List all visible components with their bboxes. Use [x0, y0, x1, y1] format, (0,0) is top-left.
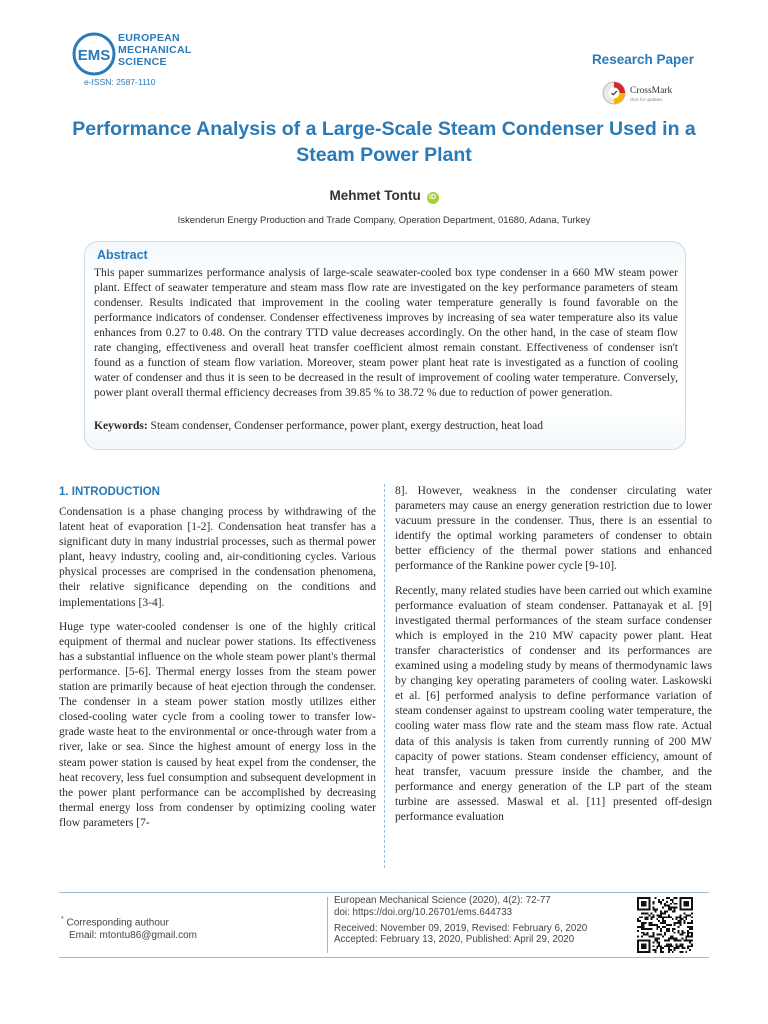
orcid-icon[interactable]: iD	[427, 192, 439, 204]
paper-type-label: Research Paper	[591, 52, 694, 67]
crossmark-icon	[602, 81, 626, 105]
corresponding-mark: *	[61, 916, 64, 923]
ems-logo-icon	[72, 32, 116, 76]
footer-divider	[327, 897, 328, 953]
body-paragraph: Huge type water-cooled condenser is one of the highly critical equipment of thermal and nuclear power stations. Its effectiveness has a substantial influence on the whole steam power plant's thermal performance. [5-6]. Thermal energy losses from the steam power station are primarily because of heat ejection through the condenser. The condenser in a steam power station mostly utilizes either closed-cooling water cycle from a cooling tower to transfer low-grade waste heat to the environmental or once-through water from a river, lake or sea. Since the highest amount of energy loss in the steam power station is caused by heat expel from the condenser, the heat recovery, less fuel consumption and subsequent development in the power plant performance can be accomplished by decreasing thermal energy loss from condenser by optimizing cooling water flow parameters [7-	[59, 620, 376, 829]
body-paragraph: Recently, many related studies have been carried out which examine performance evaluation of steam condenser. Pattanayak et al. [9] investigated thermal performances of the steam surface condenser which is employed in the 210 MW capacity power plant. Heat transfer characteristics of condenser and its performances are examined using a modeling study by means of thermodynamic laws by changing key operating parameters of cooling water. Laskowski et al. [6] performed analysis to define performance variation of steam condenser against to upstream cooling water temperature, the cooling water mass flow rate and the steam mass flow rate. Actual data of this analysis is taken from currently running of 200 MW capacity of power stations. Steam condenser efficiency, amount of heat transfer, vacuum pressure inside the chamber, and the performance and energy generation of the LP part of the steam turbine are assessed. Maswal et al. [11] presented off-design performance evaluation	[395, 584, 712, 823]
footer	[59, 892, 709, 958]
keywords-label: Keywords:	[94, 420, 148, 432]
citation-text: European Mechanical Science (2020), 4(2): 72-77	[334, 895, 551, 906]
corresponding-label: Corresponding authour	[66, 917, 169, 929]
journal-name-line: MECHANICAL	[118, 44, 192, 56]
left-column	[59, 484, 376, 840]
corresponding-label-line	[61, 913, 197, 929]
citation-block	[334, 895, 624, 946]
body-paragraph: 8]. However, weakness in the condenser circulating water parameters may cause an energy generation restriction due to lower vacuum pressure in the condenser. Thus, there is an essential to identify the optimal working parameters of condenser to obtain better efficiency of the thermal power stations and enhanced performance of the Rankine power cycle [9-10].	[395, 485, 712, 573]
abstract-heading: Abstract	[97, 248, 148, 262]
corresponding-author	[61, 913, 197, 942]
section-heading: 1. INTRODUCTION	[59, 486, 160, 498]
paper-title: Performance Analysis of a Large-Scale Steam Condenser Used in a Steam Power Plant	[72, 118, 696, 166]
received-dates: Received: November 09, 2019, Revised: February 6, 2020	[334, 922, 588, 934]
author-line	[0, 188, 768, 204]
abstract-box	[84, 241, 686, 450]
keywords-line	[94, 419, 678, 434]
body-paragraph: Condensation is a phase changing process by withdrawing of the latent heat of evaporation [1-2]. Condensation heat transfer has a significant duty in many industrial processes, such as thermal power plant, heavy industry, cooling and, air-conditioning cycles. Various physical processes are comprised in the condensation phenomena, their relative significance depending on the conditions and implementations [3-4].	[59, 506, 376, 609]
corresponding-email[interactable]: Email: mtontu86@gmail.com	[69, 930, 197, 942]
journal-name	[118, 32, 228, 68]
journal-name-line: EUROPEAN	[118, 32, 180, 44]
column-divider	[384, 484, 385, 868]
crossmark-badge[interactable]	[602, 81, 694, 107]
keywords-text: Steam condenser, Condenser performance, power plant, exergy destruction, heat load	[150, 420, 543, 432]
journal-name-line: SCIENCE	[118, 56, 167, 68]
right-column	[395, 484, 712, 834]
author-affiliation: Iskenderun Energy Production and Trade Company, Operation Department, 01680, Adana, Turkey	[177, 215, 591, 226]
abstract-text: This paper summarizes performance analysis of large-scale seawater-cooled box type condenser in a 660 MW steam power plant. Effect of seawater temperature and steam mass flow rate are investigated on the key performance parameters of steam condenser. Results indicated that improvement in the cooling water temperature generally is found favorable on the performance indicators of condenser. Condenser effectiveness improves by increasing of sea water temperature also its value enhances from 0.27 to 0.48. On the contrary TTD value decreases accordingly. On the other hand, in the case of steam flow rate changing, effectiveness and overall heat transfer coefficient almost remain constant. Effectiveness of condenser isn't found as a function of steam flow variation. Moreover, steam power plant heat rate is investigated as a function of cooling water of condenser and thus it is seen to be decreased in the result of improvement of cooling water temperature. Conversely, power plant overall thermal efficiency decreases from 39.85 % to 38.72 % due to reduction of power generation.	[94, 267, 678, 399]
accepted-dates: Accepted: February 13, 2020, Published: April 29, 2020	[334, 934, 575, 946]
doi-link[interactable]: doi: https://doi.org/10.26701/ems.644733	[334, 906, 513, 918]
svg-text:EMS: EMS	[77, 47, 111, 64]
crossmark-sublabel: click for updates	[630, 97, 663, 102]
qr-code-icon[interactable]	[637, 897, 693, 953]
issn-label: e-ISSN: 2587-1110	[84, 77, 156, 87]
crossmark-label: CrossMark	[630, 86, 673, 96]
author-name[interactable]: Mehmet Tontu	[329, 188, 421, 203]
